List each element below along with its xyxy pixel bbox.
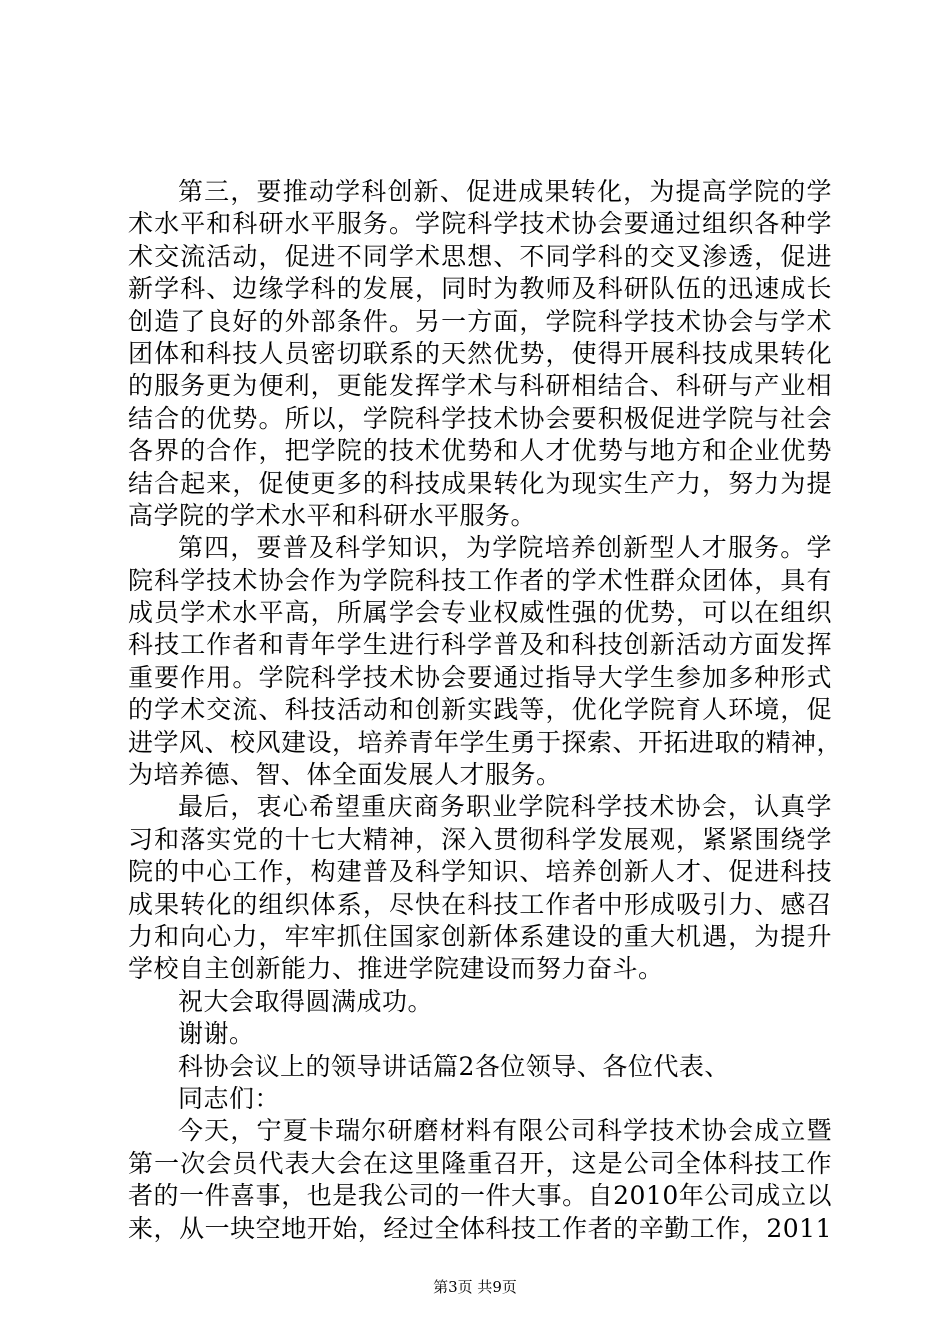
text-line: 习和落实党的十七大精神，深入贯彻科学发展观，紧紧围绕学 — [128, 824, 832, 854]
text-line: 为培养德、智、体全面发展人才服务。 — [128, 760, 562, 790]
text-line: 者的一件喜事，也是我公司的一件大事。自2010年公司成立以 — [128, 1181, 832, 1211]
text-line: 重要作用。学院科学技术协会要通过指导大学生参加多种形式 — [128, 662, 832, 692]
text-line: 第一次会员代表大会在这里隆重召开，这是公司全体科技工作 — [128, 1148, 832, 1178]
text-line: 第三，要推动学科创新、促进成果转化，为提高学院的学 — [178, 177, 832, 206]
text-line: 科协会议上的领导讲话篇2各位领导、各位代表、 — [178, 1051, 730, 1081]
text-line: 进学风、校风建设，培养青年学生勇于探索、开拓进取的精神， — [128, 727, 843, 757]
text-line: 祝大会取得圆满成功。 — [178, 986, 434, 1016]
text-line: 的学术交流、科技活动和创新实践等，优化学院育人环境，促 — [128, 695, 832, 725]
text-line: 来，从一块空地开始，经过全体科技工作者的辛勤工作，2011 — [128, 1213, 832, 1243]
text-line: 新学科、边缘学科的发展，同时为教师及科研队伍的迅速成长 — [128, 274, 832, 304]
text-line: 谢谢。 — [178, 1019, 255, 1049]
text-line: 院科学技术协会作为学院科技工作者的学术性群众团体，具有 — [128, 565, 832, 595]
text-line: 团体和科技人员密切联系的天然优势，使得开展科技成果转化 — [128, 338, 832, 368]
text-line: 结合的优势。所以，学院科学技术协会要积极促进学院与社会 — [128, 403, 832, 433]
text-line: 科技工作者和青年学生进行科学普及和科技创新活动方面发挥 — [128, 630, 832, 660]
text-line: 院的中心工作，构建普及科学知识、培养创新人才、促进科技 — [128, 857, 832, 887]
text-line: 成果转化的组织体系，尽快在科技工作者中形成吸引力、感召 — [128, 889, 832, 919]
text-line: 结合起来，促使更多的科技成果转化为现实生产力，努力为提 — [128, 468, 832, 498]
text-line: 同志们： — [178, 1083, 281, 1113]
text-line: 成员学术水平高，所属学会专业权威性强的优势，可以在组织 — [128, 598, 832, 628]
text-line: 最后，衷心希望重庆商务职业学院科学技术协会，认真学 — [178, 792, 832, 822]
text-line: 学校自主创新能力、推进学院建设而努力奋斗。 — [128, 954, 664, 984]
document-body — [128, 176, 843, 1245]
text-line: 术水平和科研水平服务。学院科学技术协会要通过组织各种学 — [128, 209, 832, 239]
text-line: 今天，宁夏卡瑞尔研磨材料有限公司科学技术协会成立暨 — [178, 1116, 832, 1146]
page-footer: 第3页 共9页 — [433, 1278, 517, 1296]
text-line: 的服务更为便利，更能发挥学术与科研相结合、科研与产业相 — [128, 371, 832, 401]
text-line: 高学院的学术水平和科研水平服务。 — [128, 500, 537, 530]
text-line: 创造了良好的外部条件。另一方面，学院科学技术协会与学术 — [128, 306, 832, 336]
text-line: 第四，要普及科学知识，为学院培养创新型人才服务。学 — [178, 533, 832, 563]
text-line: 力和向心力，牢牢抓住国家创新体系建设的重大机遇，为提升 — [128, 921, 832, 951]
text-line: 各界的合作，把学院的技术优势和人才优势与地方和企业优势 — [128, 436, 832, 466]
text-line: 术交流活动，促进不同学术思想、不同学科的交叉渗透，促进 — [128, 241, 832, 271]
